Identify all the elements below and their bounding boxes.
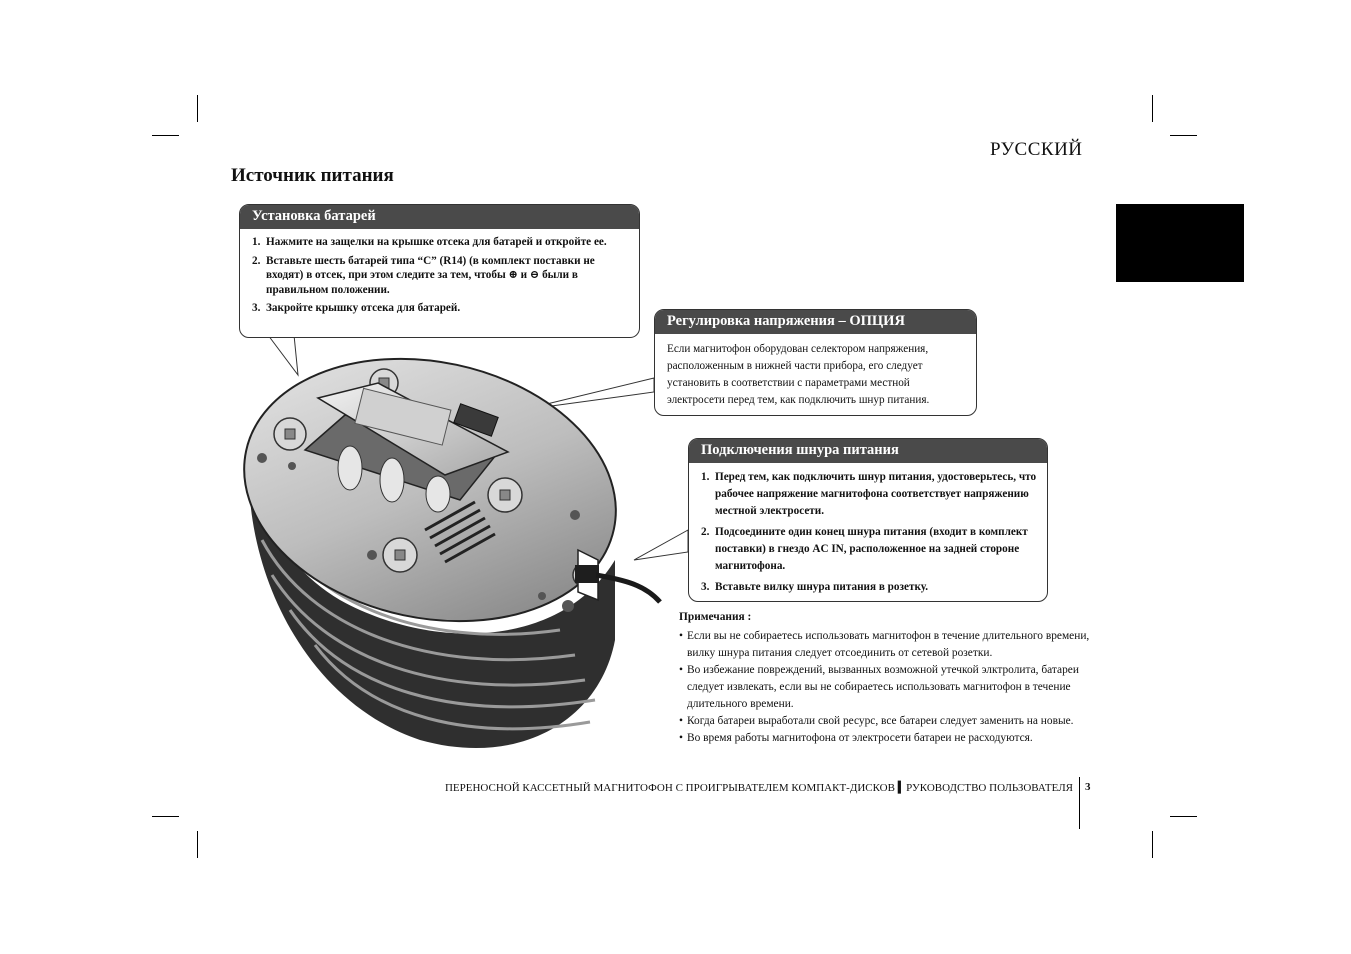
list-item: • Если вы не собираетесь использовать магнитофон в течение длительного времени, вилку шнура питания следует отсоединить от сетевой розетки. bbox=[679, 628, 1109, 662]
list-item: • Во время работы магнитофона от электросети батареи не расходуются. bbox=[679, 730, 1109, 747]
notes-list bbox=[679, 628, 1109, 747]
voltage-selector-title: Регулировка напряжения – ОПЦИЯ bbox=[655, 310, 976, 334]
footer-text: ПЕРЕНОСНОЙ КАССЕТНЫЙ МАГНИТОФОН С ПРОИГРЫВАТЕЛЕМ КОМПАКТ-ДИСКОВ ▍РУКОВОДСТВО ПОЛЬЗОВАТЕЛЯ bbox=[444, 782, 1073, 794]
power-cord-title: Подключения шнура питания bbox=[689, 439, 1047, 463]
list-item: • Во избежание повреждений, вызванных возможной утечкой элктролита, батареи следует извлекать, если вы не собираетесь использовать магнитофон в течение длительного времени. bbox=[679, 662, 1109, 713]
power-cord-box bbox=[688, 438, 1048, 602]
list-item: 3. Вставьте вилку шнура питания в розетку. bbox=[701, 581, 929, 593]
footer-divider bbox=[1079, 777, 1080, 829]
notes-section bbox=[679, 609, 1109, 747]
list-item: 1. Перед тем, как подключить шнур питания, удостоверьтесь, что рабочее напряжение магнитофона соответствует напряжению местной электросети. bbox=[701, 471, 1037, 517]
list-item: • Когда батареи выработали свой ресурс, все батареи следует заменить на новые. bbox=[679, 713, 1109, 730]
page-title: Источник питания bbox=[231, 165, 394, 186]
battery-installation-box bbox=[239, 204, 640, 338]
list-item: 2. Вставьте шесть батарей типа “C” (R14) (в комплект поставки не входят) в отсек, при этом следите за тем, чтобы ⊕ и ⊖ были в правильном положении. bbox=[252, 254, 595, 296]
list-item: 1. Нажмите на защелки на крышке отсека для батарей и откройте ее. bbox=[252, 236, 607, 248]
battery-steps-list bbox=[240, 229, 639, 316]
list-item: 2. Подсоедините один конец шнура питания (входит в комплект поставки) в гнездо AC IN, расположенное на задней стороне магнитофона. bbox=[701, 526, 1028, 572]
power-cord-steps-list bbox=[689, 463, 1047, 596]
callout-pointer bbox=[634, 530, 688, 560]
list-item: 3. Закройте крышку отсека для батарей. bbox=[252, 302, 461, 314]
language-label: РУССКИЙ bbox=[990, 139, 1083, 160]
voltage-selector-box bbox=[654, 309, 977, 416]
page-number: 3 bbox=[1085, 781, 1091, 793]
battery-installation-title: Установка батарей bbox=[240, 205, 639, 229]
callout-pointer bbox=[268, 335, 298, 375]
notes-title: Примечания : bbox=[679, 611, 752, 623]
voltage-selector-text: Если магнитофон оборудован селектором напряжения, расположенным в нижней части прибора, его следует установить в соответствии с параметрами местной электросети перед тем, как подключить шнур питания. bbox=[667, 343, 930, 406]
